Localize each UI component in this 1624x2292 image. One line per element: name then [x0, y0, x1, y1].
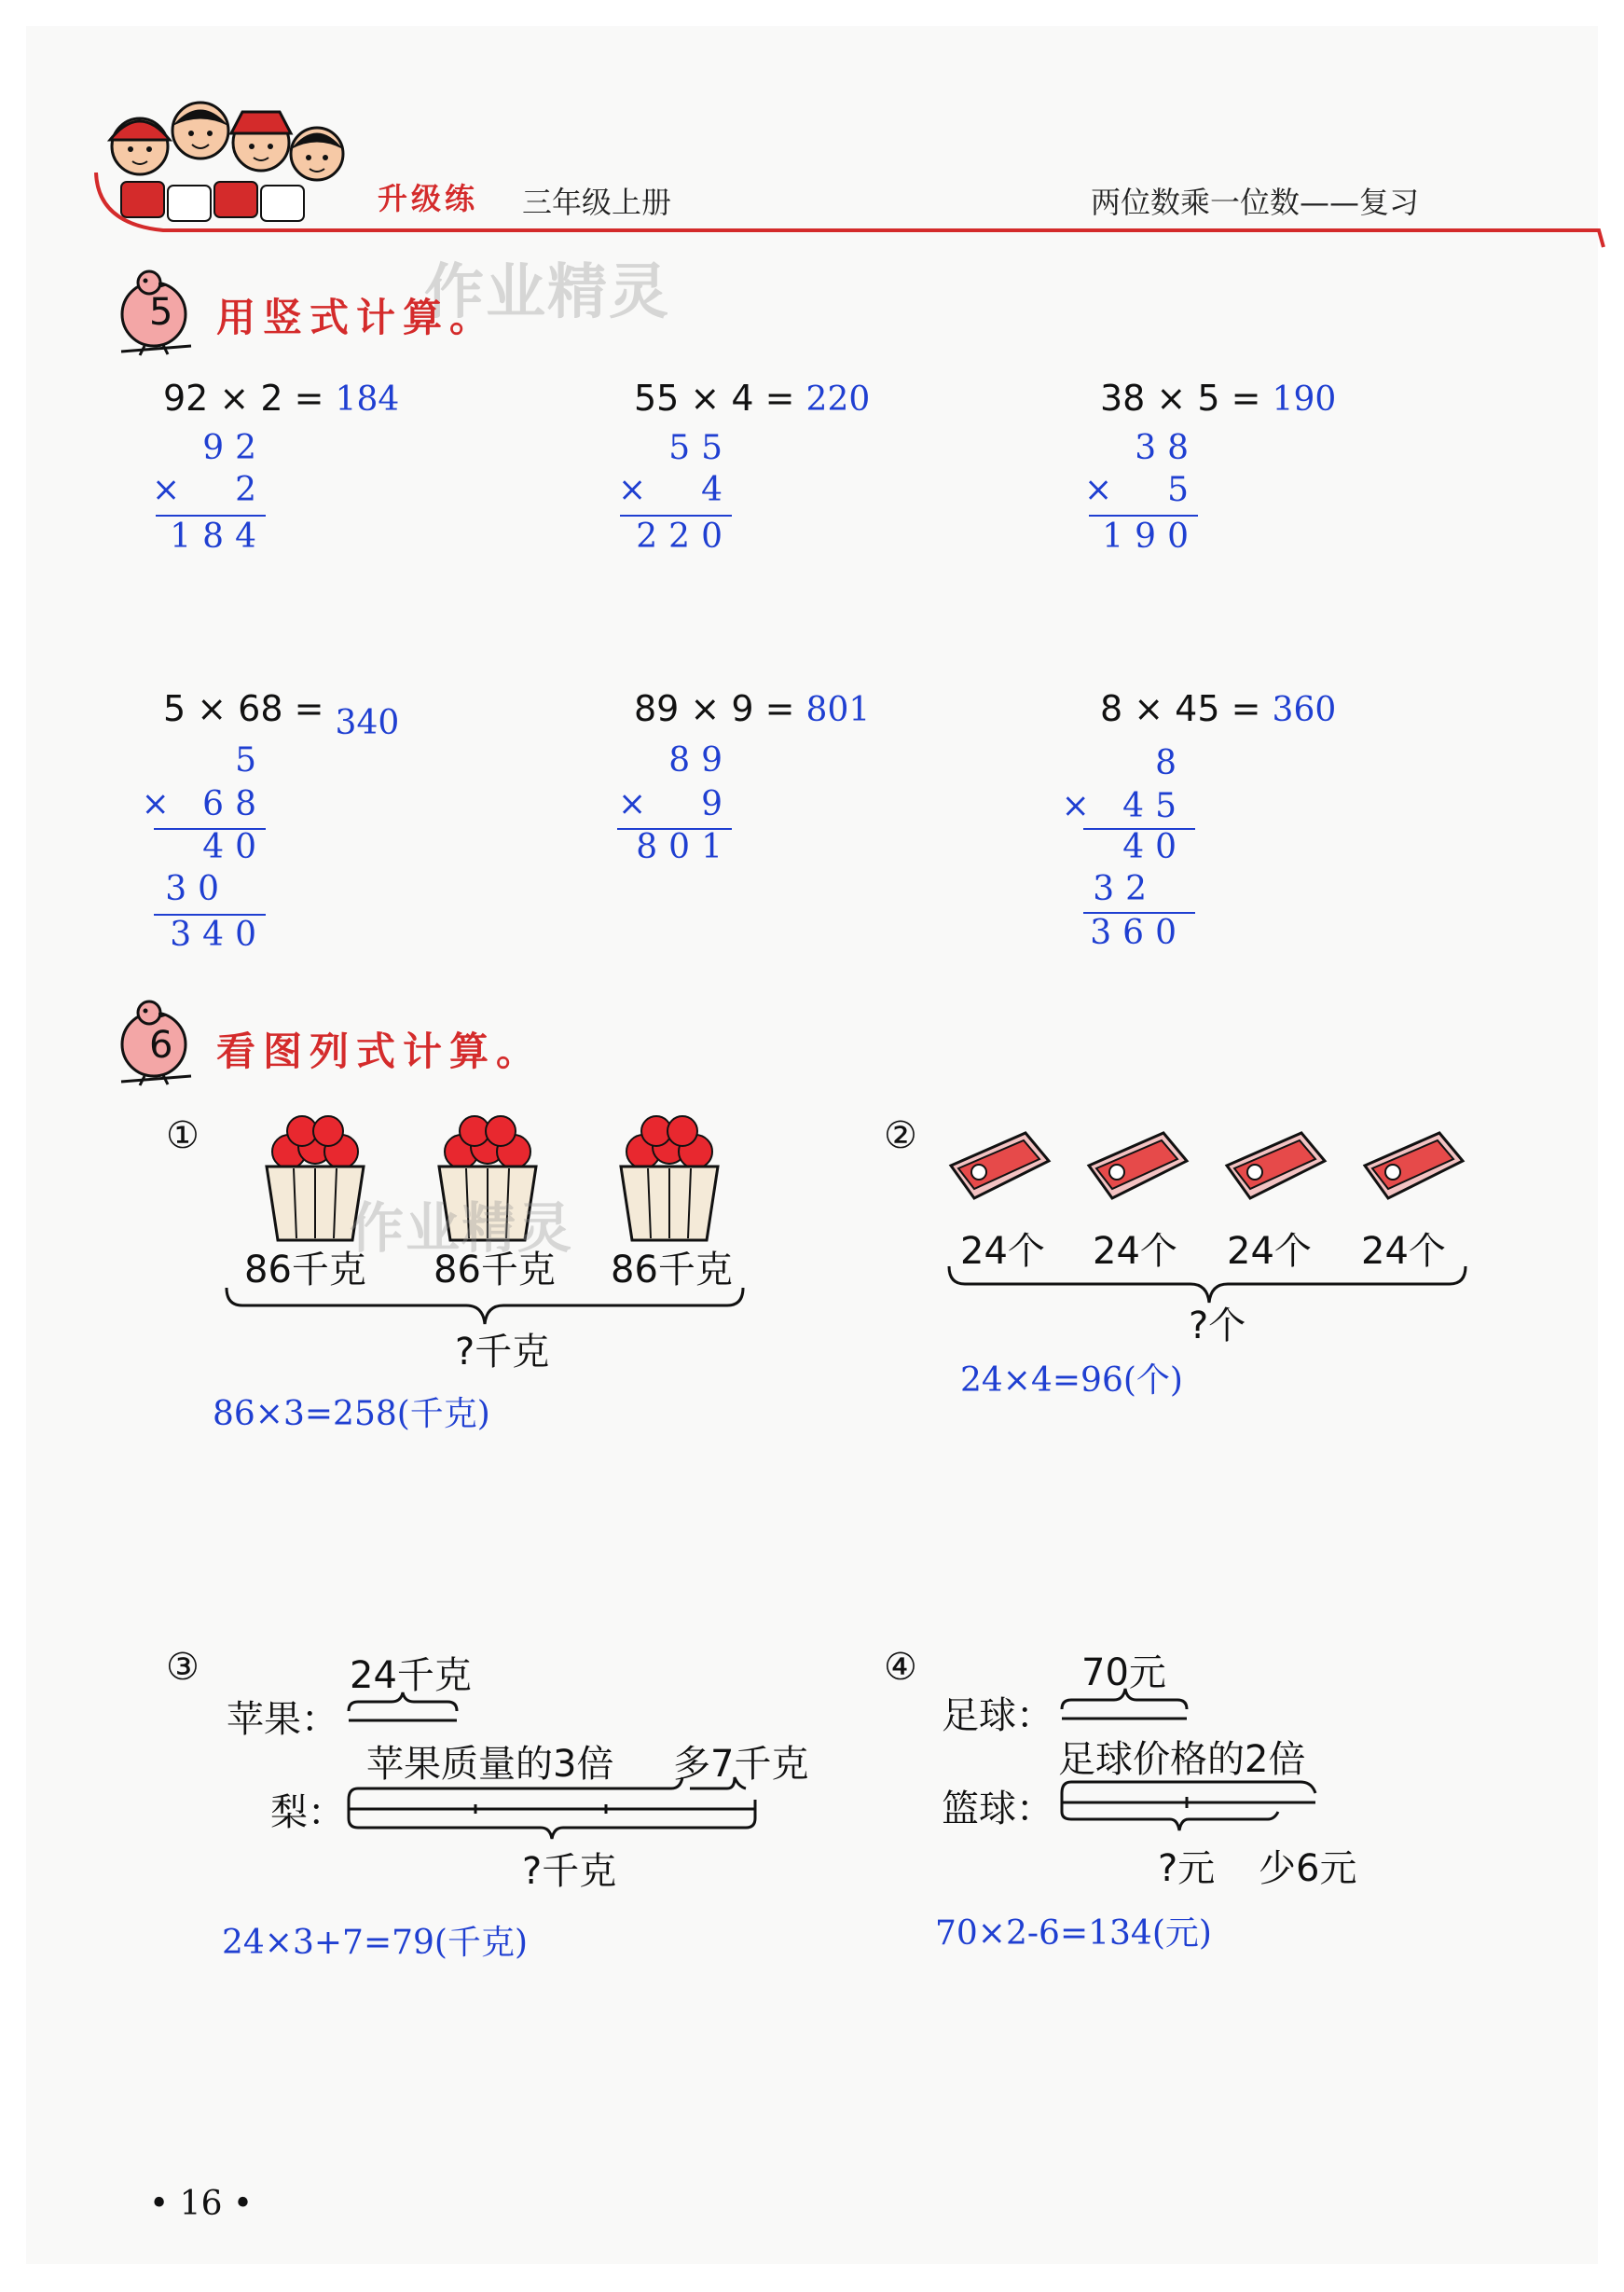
q3-extra: 多7千克: [673, 1743, 809, 1786]
vertical-row: 89: [668, 741, 734, 780]
q4-total: ?元: [1158, 1847, 1216, 1890]
q3-total: ?千克: [522, 1850, 617, 1893]
problem-6-expression: [1100, 688, 1336, 729]
q2-answer: 24×4=96(个): [960, 1361, 1183, 1400]
q1-answer: 86×3=258(千克): [213, 1395, 490, 1433]
watermark: 作业精灵: [424, 258, 670, 327]
problem-expr: 89 × 9 =: [634, 688, 795, 729]
vertical-row: × 2: [152, 471, 268, 509]
watermark: 作业精灵: [350, 1196, 574, 1260]
problem-answer: 220: [805, 380, 871, 419]
page-number: • 16 •: [149, 2185, 254, 2223]
series-label: 升级练: [378, 181, 479, 216]
q1-number: ①: [166, 1114, 200, 1157]
header-divider: [89, 173, 1608, 266]
problem-expr: 38 × 5 =: [1100, 378, 1261, 419]
vertical-row: × 5: [1084, 471, 1200, 509]
q4-row1-label: 足球：: [942, 1694, 1053, 1737]
vertical-row: 360: [1090, 914, 1188, 952]
vertical-row: 340: [170, 916, 268, 954]
problem-expr: 8 × 45 =: [1100, 688, 1261, 729]
q3-number: ③: [166, 1646, 200, 1689]
vertical-row: 190: [1102, 518, 1200, 556]
q3-mid-text: 苹果质量的3倍: [366, 1743, 614, 1786]
problem-4-expression: [163, 688, 400, 742]
problem-answer: 801: [805, 691, 871, 729]
pencil-cases: [942, 1124, 1482, 1216]
vertical-row: 38: [1135, 429, 1200, 467]
section6-title: 看图列式计算。: [216, 1029, 544, 1074]
vertical-row: 92: [202, 429, 268, 467]
section6-number: 6: [149, 1024, 173, 1067]
q4-number: ④: [884, 1646, 917, 1689]
problem-expr: 92 × 2 =: [163, 378, 324, 419]
vertical-row: 5: [235, 741, 268, 780]
q4-less: 少6元: [1259, 1847, 1357, 1890]
q2-total: ?个: [1189, 1305, 1246, 1347]
q3-top-value: 24千克: [350, 1654, 472, 1697]
problem-expr: 55 × 4 =: [634, 378, 795, 419]
q2-label-1: 24个: [960, 1230, 1045, 1273]
q2-label-3: 24个: [1227, 1230, 1312, 1273]
problem-1-expression: [163, 378, 399, 419]
problem-answer: 184: [335, 380, 400, 419]
q2-label-4: 24个: [1361, 1230, 1446, 1273]
q3-row1-label: 苹果：: [227, 1698, 338, 1741]
section5-number: 5: [149, 291, 173, 334]
vertical-row: 184: [170, 518, 268, 556]
vertical-rule: [156, 515, 266, 517]
vertical-row: 40: [1122, 828, 1188, 866]
section5-title: 用竖式计算。: [216, 295, 497, 340]
grade-label: 三年级上册: [522, 185, 672, 220]
q3-line-diagram: [345, 1688, 764, 1842]
vertical-row: × 9: [618, 785, 734, 823]
problem-expr: 5 × 68 =: [163, 688, 324, 729]
vertical-row: 30: [165, 870, 230, 908]
vertical-row: 8: [1155, 744, 1188, 782]
problem-5-expression: [634, 688, 870, 729]
vertical-rule: [620, 515, 732, 517]
q4-mid-text: 足球价格的2倍: [1058, 1738, 1306, 1781]
vertical-row: 40: [202, 828, 268, 866]
q3-answer: 24×3+7=79(千克): [222, 1924, 529, 1962]
problem-answer: 190: [1272, 380, 1337, 419]
problem-answer: 340: [335, 704, 400, 742]
vertical-row: × 68: [141, 785, 268, 823]
problem-2-expression: [634, 378, 870, 419]
vertical-row: 801: [636, 828, 734, 866]
q2-label-2: 24个: [1093, 1230, 1177, 1273]
vertical-rule: [1089, 515, 1198, 517]
q4-top-value: 70元: [1081, 1651, 1166, 1694]
problem-answer: 360: [1272, 691, 1337, 729]
q1-label-1: 86千克: [244, 1249, 366, 1291]
vertical-row: 32: [1093, 870, 1158, 908]
q4-row2-label: 篮球：: [942, 1788, 1053, 1830]
q1-total: ?千克: [455, 1331, 550, 1374]
topic-label: 两位数乘一位数——复习: [1091, 185, 1420, 220]
vertical-row: 55: [668, 429, 734, 467]
q4-line-diagram: [1058, 1683, 1431, 1832]
q3-row2-label: 梨：: [270, 1791, 345, 1834]
q1-label-2: 86千克: [434, 1249, 556, 1291]
vertical-row: × 45: [1061, 787, 1188, 825]
problem-3-expression: [1100, 378, 1336, 419]
q2-number: ②: [884, 1114, 917, 1157]
q4-answer: 70×2-6=134(元): [935, 1914, 1212, 1953]
vertical-row: 220: [636, 518, 734, 556]
q1-label-3: 86千克: [611, 1249, 733, 1291]
vertical-row: × 4: [618, 471, 734, 509]
